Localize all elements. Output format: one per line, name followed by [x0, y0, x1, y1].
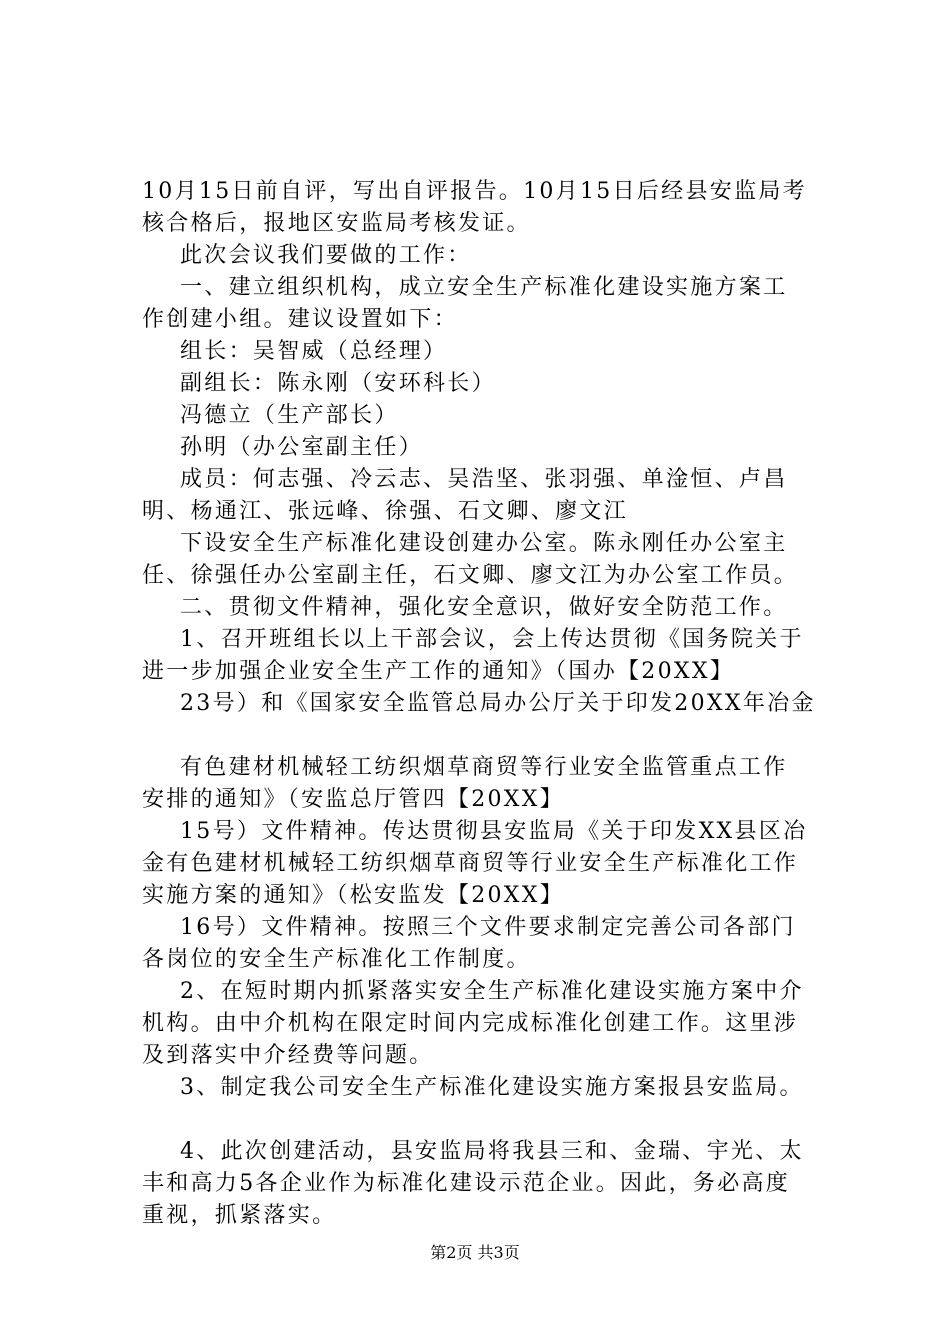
paragraph-line: 10月15日前自评，写出自评报告。10月15日后经县安监局考: [142, 179, 807, 204]
paragraph-line: 15号）文件精神。传达贯彻县安监局《关于印发XX县区冶: [180, 819, 808, 844]
paragraph-line: 及到落实中介经费等问题。: [142, 1043, 434, 1068]
paragraph-line: 金有色建材机械轻工纺织烟草商贸等行业安全生产标准化工作: [142, 851, 799, 876]
paragraph-line: 丰和高力5各企业作为标准化建设示范企业。因此，务必高度: [142, 1171, 791, 1196]
paragraph-line: 3、制定我公司安全生产标准化建设实施方案报县安监局。: [180, 1075, 804, 1100]
paragraph-line: 2、在短时期内抓紧落实安全生产标准化建设实施方案中介: [180, 979, 804, 1004]
paragraph-line: 孙明（办公室副主任）: [180, 435, 424, 460]
paragraph-line: 23号）和《国家安全监管总局办公厅关于印发20XX年冶金: [180, 691, 816, 716]
paragraph-line: 实施方案的通知》（松安监发【20XX】: [142, 883, 565, 908]
paragraph-line: 各岗位的安全生产标准化工作制度。: [142, 947, 531, 972]
paragraph-line: 重视，抓紧落实。: [142, 1203, 337, 1228]
paragraph-line: 机构。由中介机构在限定时间内完成标准化创建工作。这里涉: [142, 1011, 799, 1036]
paragraph-line: 进一步加强企业安全生产工作的通知》（国办【20XX】: [142, 659, 735, 684]
paragraph-line: 作创建小组。建议设置如下：: [142, 307, 458, 332]
paragraph-line: 此次会议我们要做的工作：: [180, 243, 472, 268]
paragraph-line: 安排的通知》（安监总厅管四【20XX】: [142, 787, 565, 812]
paragraph-line: 二、贯彻文件精神，强化安全意识，做好安全防范工作。: [180, 595, 788, 620]
page-number: 第2页 共3页: [430, 1243, 520, 1262]
paragraph-line: 冯德立（生产部长）: [180, 403, 399, 428]
paragraph-line: 有色建材机械轻工纺织烟草商贸等行业安全监管重点工作: [180, 755, 788, 780]
paragraph-line: 组长：吴智威（总经理）: [180, 339, 448, 364]
paragraph-line: 16号）文件精神。按照三个文件要求制定完善公司各部门: [180, 915, 796, 940]
paragraph-line: 一、建立组织机构，成立安全生产标准化建设实施方案工: [180, 275, 788, 300]
paragraph-line: 成员：何志强、冷云志、吴浩坚、张羽强、单淦恒、卢昌: [180, 467, 788, 492]
paragraph-line: 1、召开班组长以上干部会议，会上传达贯彻《国务院关于: [180, 627, 804, 652]
paragraph-line: 下设安全生产标准化建设创建办公室。陈永刚任办公室主: [180, 531, 788, 556]
paragraph-line: 核合格后，报地区安监局考核发证。: [142, 211, 531, 236]
paragraph-line: 副组长：陈永刚（安环科长）: [180, 371, 496, 396]
paragraph-line: 明、杨通江、张远峰、徐强、石文卿、廖文江: [142, 499, 629, 524]
paragraph-line: 任、徐强任办公室副主任，石文卿、廖文江为办公室工作员。: [142, 563, 799, 588]
paragraph-line: 4、此次创建活动，县安监局将我县三和、金瑞、宇光、太: [180, 1139, 804, 1164]
